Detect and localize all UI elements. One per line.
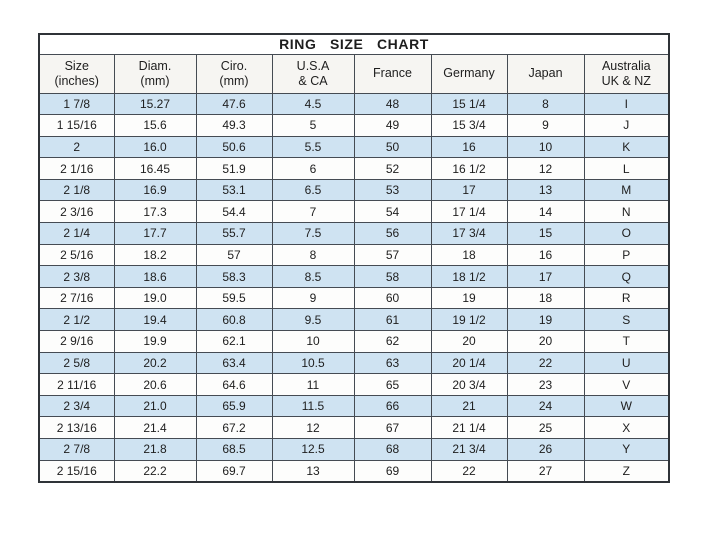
cell: J: [584, 115, 669, 137]
cell: 60.8: [196, 309, 272, 331]
cell: 17 1/4: [431, 201, 507, 223]
table-row: [39, 309, 669, 331]
cell: 65.9: [196, 395, 272, 417]
cell: 63: [354, 352, 431, 374]
cell: K: [584, 136, 669, 158]
cell: 15.6: [114, 115, 196, 137]
column-header-france: [354, 54, 431, 93]
cell: 54: [354, 201, 431, 223]
cell: Z: [584, 460, 669, 482]
cell: 17.7: [114, 223, 196, 245]
cell: 8: [272, 244, 354, 266]
cell: 6: [272, 158, 354, 180]
cell: 2 3/4: [39, 395, 114, 417]
cell: 2 13/16: [39, 417, 114, 439]
cell: P: [584, 244, 669, 266]
cell: 18.2: [114, 244, 196, 266]
cell: 21 3/4: [431, 439, 507, 461]
cell: 6.5: [272, 179, 354, 201]
cell: 49.3: [196, 115, 272, 137]
cell: 15 3/4: [431, 115, 507, 137]
cell: 15: [507, 223, 584, 245]
column-header-usa: [272, 54, 354, 93]
cell: 61: [354, 309, 431, 331]
cell: 56: [354, 223, 431, 245]
table-row: [39, 93, 669, 115]
column-header-line2: UK & NZ: [601, 73, 651, 88]
cell: 2 3/16: [39, 201, 114, 223]
cell: 1 15/16: [39, 115, 114, 137]
cell: 2 5/8: [39, 352, 114, 374]
ring-size-table: [38, 33, 670, 483]
page-title: RING SIZE CHART: [39, 34, 669, 54]
cell: 2 9/16: [39, 331, 114, 353]
table-row: [39, 201, 669, 223]
cell: 2 15/16: [39, 460, 114, 482]
cell: 62: [354, 331, 431, 353]
cell: 2 1/4: [39, 223, 114, 245]
cell: 16: [431, 136, 507, 158]
cell: 15 1/4: [431, 93, 507, 115]
cell: 57: [354, 244, 431, 266]
cell: 5: [272, 115, 354, 137]
column-header-line2: (mm): [140, 73, 170, 88]
cell: 18.6: [114, 266, 196, 288]
cell: 64.6: [196, 374, 272, 396]
cell: 18 1/2: [431, 266, 507, 288]
cell: 8: [507, 93, 584, 115]
cell: 20.2: [114, 352, 196, 374]
cell: 7: [272, 201, 354, 223]
cell: 16.9: [114, 179, 196, 201]
cell: 20.6: [114, 374, 196, 396]
cell: 19: [507, 309, 584, 331]
table-row: [39, 223, 669, 245]
cell: 69: [354, 460, 431, 482]
cell: 13: [272, 460, 354, 482]
cell: Y: [584, 439, 669, 461]
cell: 68.5: [196, 439, 272, 461]
cell: 21.0: [114, 395, 196, 417]
column-header-australia: [584, 54, 669, 93]
cell: 55.7: [196, 223, 272, 245]
cell: 62.1: [196, 331, 272, 353]
table-row: [39, 158, 669, 180]
cell: 2: [39, 136, 114, 158]
cell: 51.9: [196, 158, 272, 180]
cell: 20: [431, 331, 507, 353]
cell: 59.5: [196, 287, 272, 309]
cell: 20: [507, 331, 584, 353]
cell: S: [584, 309, 669, 331]
cell: 22: [431, 460, 507, 482]
column-header-line1: Germany: [443, 66, 495, 81]
cell: 60: [354, 287, 431, 309]
cell: 10.5: [272, 352, 354, 374]
column-header-line1: Size: [64, 58, 89, 73]
cell: 16.0: [114, 136, 196, 158]
table-row: [39, 244, 669, 266]
cell: O: [584, 223, 669, 245]
cell: 26: [507, 439, 584, 461]
column-header-japan: [507, 54, 584, 93]
cell: 21.8: [114, 439, 196, 461]
cell: 10: [507, 136, 584, 158]
cell: 50.6: [196, 136, 272, 158]
cell: 17: [431, 179, 507, 201]
cell: W: [584, 395, 669, 417]
table-row: [39, 417, 669, 439]
table-row: [39, 115, 669, 137]
cell: M: [584, 179, 669, 201]
cell: 17 3/4: [431, 223, 507, 245]
column-header-line1: Diam.: [138, 58, 172, 73]
cell: 53.1: [196, 179, 272, 201]
cell: 12.5: [272, 439, 354, 461]
cell: 7.5: [272, 223, 354, 245]
table-row: [39, 395, 669, 417]
column-header-line2: & CA: [298, 73, 328, 88]
table-row: [39, 287, 669, 309]
cell: 52: [354, 158, 431, 180]
column-header-germany: [431, 54, 507, 93]
table-row: [39, 352, 669, 374]
table-row: [39, 331, 669, 353]
cell: 66: [354, 395, 431, 417]
cell: X: [584, 417, 669, 439]
cell: 58: [354, 266, 431, 288]
cell: 68: [354, 439, 431, 461]
cell: 25: [507, 417, 584, 439]
cell: 1 7/8: [39, 93, 114, 115]
cell: 13: [507, 179, 584, 201]
cell: 19: [431, 287, 507, 309]
cell: 16.45: [114, 158, 196, 180]
cell: 2 1/8: [39, 179, 114, 201]
cell: 17.3: [114, 201, 196, 223]
cell: V: [584, 374, 669, 396]
cell: N: [584, 201, 669, 223]
cell: 53: [354, 179, 431, 201]
cell: 2 1/16: [39, 158, 114, 180]
cell: 12: [272, 417, 354, 439]
cell: 11.5: [272, 395, 354, 417]
cell: 27: [507, 460, 584, 482]
table-row: [39, 179, 669, 201]
column-header-diam: [114, 54, 196, 93]
cell: 18: [507, 287, 584, 309]
cell: 19.0: [114, 287, 196, 309]
cell: 50: [354, 136, 431, 158]
cell: 54.4: [196, 201, 272, 223]
column-header-size: [39, 54, 114, 93]
cell: 16: [507, 244, 584, 266]
column-header-line2: (mm): [219, 73, 249, 88]
cell: 10: [272, 331, 354, 353]
cell: 21.4: [114, 417, 196, 439]
cell: 9.5: [272, 309, 354, 331]
cell: 9: [507, 115, 584, 137]
cell: 57: [196, 244, 272, 266]
column-header-line1: Japan: [528, 66, 563, 81]
table-row: [39, 266, 669, 288]
cell: 2 5/16: [39, 244, 114, 266]
cell: 2 11/16: [39, 374, 114, 396]
cell: 20 3/4: [431, 374, 507, 396]
cell: 67.2: [196, 417, 272, 439]
cell: 69.7: [196, 460, 272, 482]
cell: R: [584, 287, 669, 309]
header-row: [39, 54, 669, 93]
cell: L: [584, 158, 669, 180]
cell: 67: [354, 417, 431, 439]
column-header-line1: France: [373, 66, 412, 81]
cell: 15.27: [114, 93, 196, 115]
title-row: [39, 34, 669, 54]
column-header-line1: Australia: [601, 58, 651, 73]
cell: 4.5: [272, 93, 354, 115]
cell: 9: [272, 287, 354, 309]
cell: 19 1/2: [431, 309, 507, 331]
cell: 12: [507, 158, 584, 180]
cell: 22.2: [114, 460, 196, 482]
cell: 22: [507, 352, 584, 374]
cell: 20 1/4: [431, 352, 507, 374]
cell: 58.3: [196, 266, 272, 288]
cell: 14: [507, 201, 584, 223]
table-row: [39, 439, 669, 461]
cell: 2 7/8: [39, 439, 114, 461]
cell: 21: [431, 395, 507, 417]
cell: 63.4: [196, 352, 272, 374]
cell: 19.9: [114, 331, 196, 353]
cell: 5.5: [272, 136, 354, 158]
cell: T: [584, 331, 669, 353]
table-row: [39, 460, 669, 482]
cell: 48: [354, 93, 431, 115]
column-header-line2: (inches): [54, 73, 99, 88]
table-row: [39, 136, 669, 158]
cell: 8.5: [272, 266, 354, 288]
cell: 16 1/2: [431, 158, 507, 180]
cell: 19.4: [114, 309, 196, 331]
cell: 47.6: [196, 93, 272, 115]
cell: 2 1/2: [39, 309, 114, 331]
cell: I: [584, 93, 669, 115]
cell: 18: [431, 244, 507, 266]
cell: U: [584, 352, 669, 374]
table-row: [39, 374, 669, 396]
cell: 2 3/8: [39, 266, 114, 288]
column-header-ciro: [196, 54, 272, 93]
cell: 49: [354, 115, 431, 137]
cell: 17: [507, 266, 584, 288]
cell: 23: [507, 374, 584, 396]
column-header-line1: U.S.A: [296, 58, 330, 73]
cell: Q: [584, 266, 669, 288]
cell: 24: [507, 395, 584, 417]
column-header-line1: Ciro.: [220, 58, 248, 73]
cell: 21 1/4: [431, 417, 507, 439]
cell: 2 7/16: [39, 287, 114, 309]
cell: 11: [272, 374, 354, 396]
table-body: [39, 93, 669, 482]
cell: 65: [354, 374, 431, 396]
